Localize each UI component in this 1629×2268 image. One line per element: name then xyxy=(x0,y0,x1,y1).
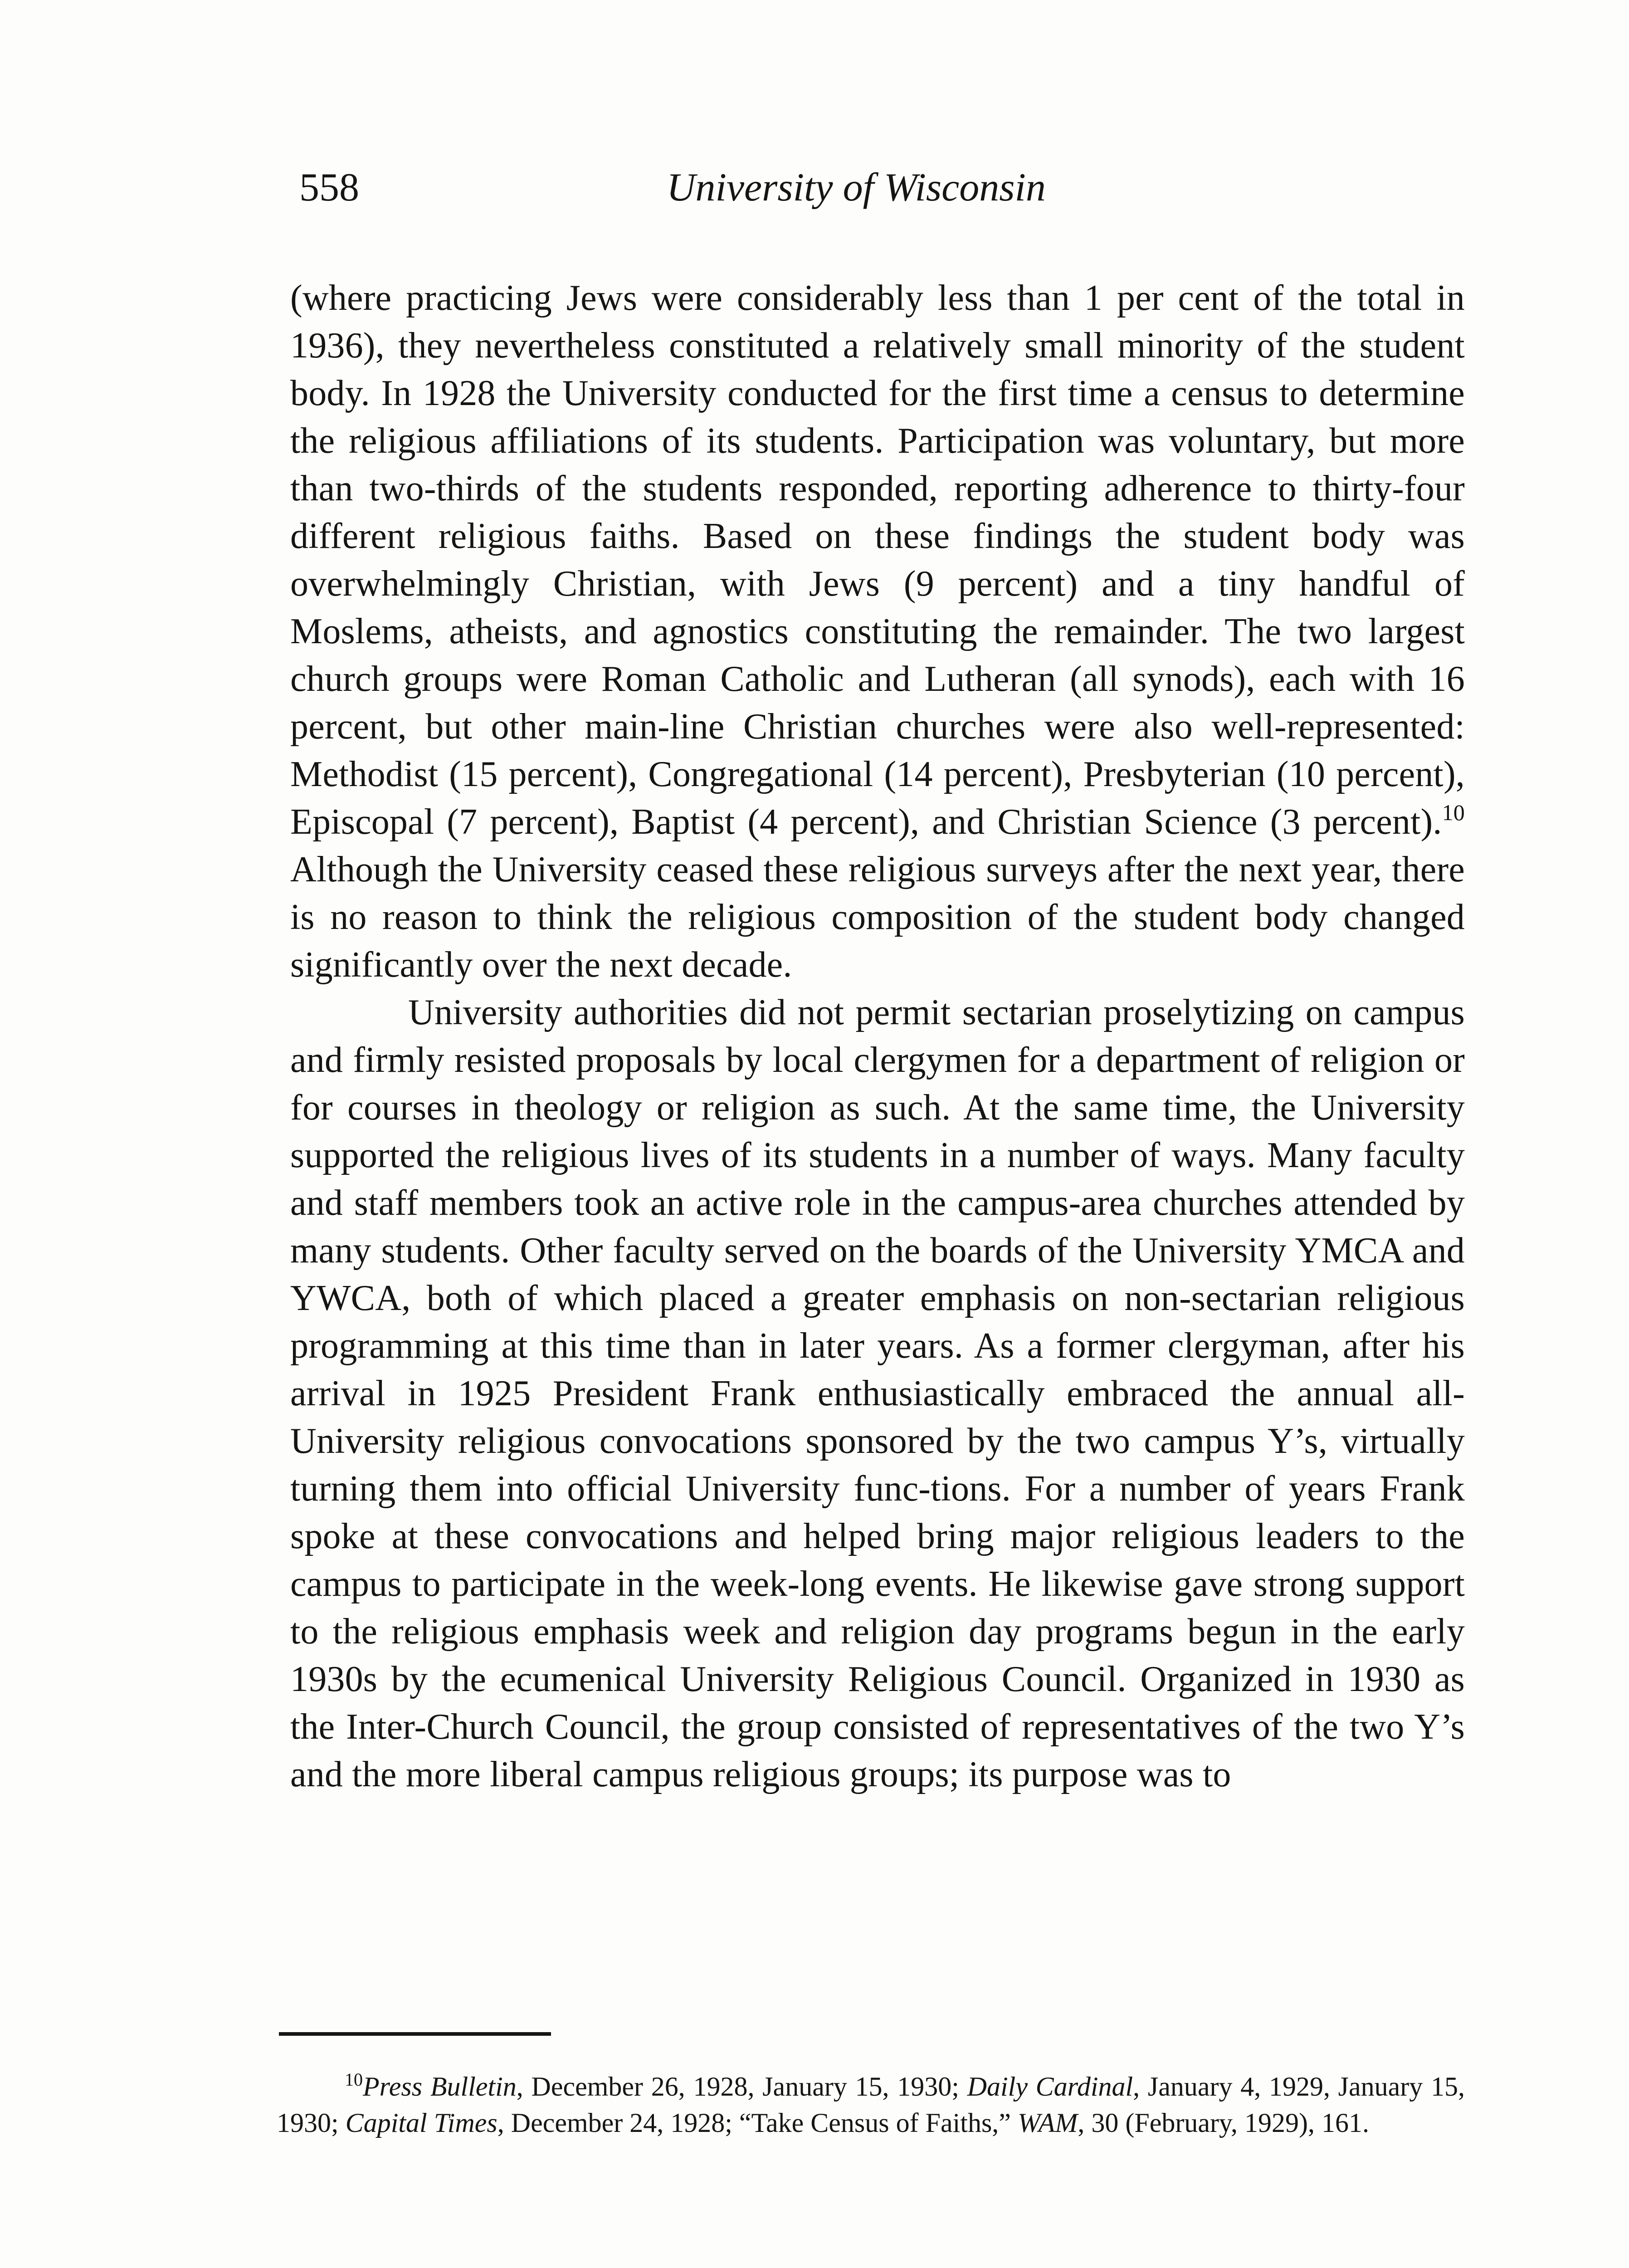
paragraph-2: University authorities did not permit sectarian proselytizing on campus and firmly resisted proposals by local clergymen for a department of religion or for courses in theology or religion as such. At the same time, the University supported the religious lives of its students in a number of ways. Many faculty and staff members took an active role in the campus-area churches attended by many students. Other faculty served on the boards of the University YMCA and YWCA, both of which placed a greater emphasis on non-sectarian religious programming at this time than in later years. As a former clergyman, after his arrival in 1925 President Frank enthusiastically embraced the annual all-University religious convocations sponsored by the two campus Y’s, virtually turning them into official University func-tions. For a number of years Frank spoke at these convocations and helped bring major religious leaders to the campus to participate in the week-long events. He likewise gave strong support to the religious emphasis week and religion day programs begun in the early 1930s by the ecumenical University Religious Council. Organized in 1930 as the Inter-Church Council, the group consisted of representatives of the two Y’s and the more liberal campus religious groups; its purpose was to xyxy=(290,992,1465,1794)
footnote-text: , January 4, 1929, January 15, 1930; xyxy=(277,2072,1465,2138)
footnote-reference: 10 xyxy=(1442,800,1465,825)
footnote-source: WAM xyxy=(1017,2108,1078,2138)
footnote-text: , December 26, 1928, January 15, 1930; xyxy=(516,2072,967,2102)
page-header xyxy=(299,168,1465,236)
footnote-source: Capital Times xyxy=(345,2108,497,2138)
footnote-number: 10 xyxy=(345,2069,363,2090)
footnote-source: Press Bulletin xyxy=(363,2072,517,2102)
footnote-source: Daily Cardinal xyxy=(967,2072,1133,2102)
page-number: 558 xyxy=(299,166,359,210)
running-head: University of Wisconsin xyxy=(667,166,1046,210)
body-text xyxy=(290,274,1465,1799)
paragraph-1-continuation: Although the University ceased these religious surveys after the next year, there is no reason to think the religious composition of the student body changed significantly over the next decade. xyxy=(290,850,1465,985)
paragraph-1 xyxy=(290,274,1465,989)
footnote-text: , December 24, 1928; “Take Census of Faiths,” xyxy=(497,2108,1018,2138)
footnote-text: , 30 (February, 1929), 161. xyxy=(1078,2108,1370,2138)
footnote-10 xyxy=(277,2068,1465,2141)
footnotes xyxy=(277,2068,1465,2141)
paragraph-1-text: (where practicing Jews were considerably less than 1 per cent of the total in 1936), they nevertheless constituted a relatively small minority of the student body. In 1928 the University conducted for the first time a census to determine the religious affiliations of its students. Participation was voluntary, but more than two-thirds of the students responded, reporting adherence to thirty-four different religious faiths. Based on these findings the student body was overwhelmingly Christian, with Jews (9 percent) and a tiny handful of Moslems, atheists, and agnostics constituting the remainder. The two largest church groups were Roman Catholic and Lutheran (all synods), each with 16 percent, but other main-line Christian churches were also well-represented: Methodist (15 percent), Congregational (14 percent), Presbyterian (10 percent), Episcopal (7 percent), Baptist (4 percent), and Christian Science (3 percent). xyxy=(290,278,1465,842)
footnote-divider xyxy=(279,2032,551,2036)
